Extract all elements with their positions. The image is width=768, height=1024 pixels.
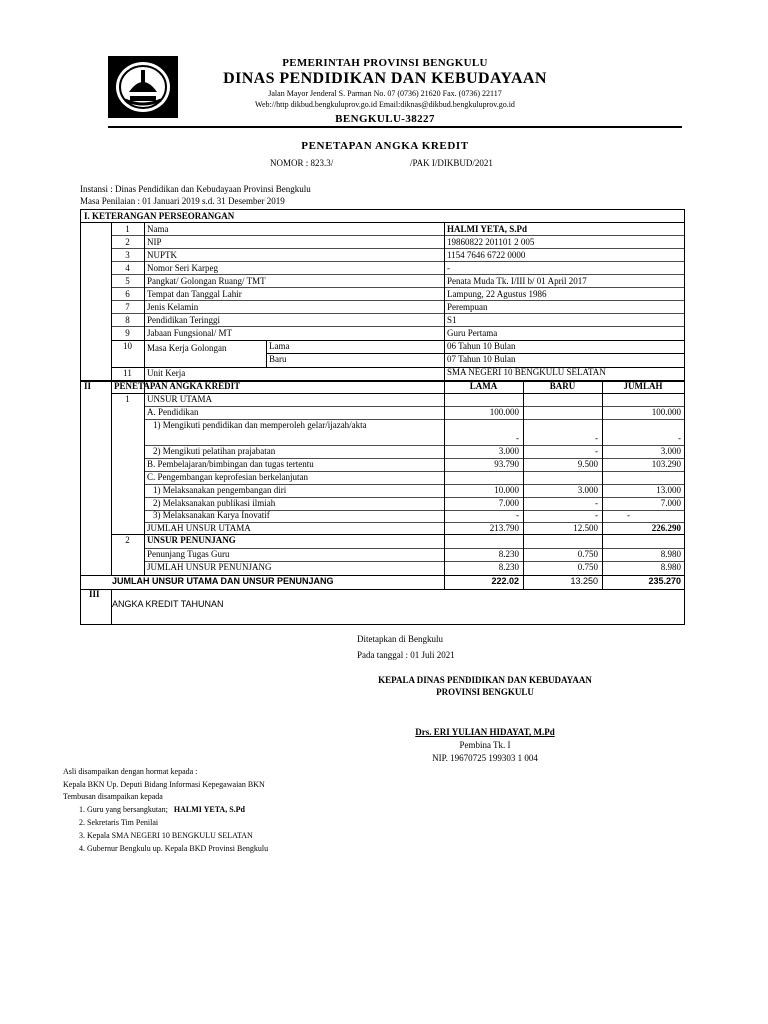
jumlah-utama-lama: 213.790 [489, 523, 519, 533]
row-no: 1 [125, 224, 130, 234]
penunjang-tugas-jumlah: 8.980 [660, 549, 681, 559]
header-divider [108, 126, 682, 128]
row-no: 7 [125, 302, 130, 312]
pendidikan-label: A. Pendidikan [147, 407, 199, 417]
total-lama: 222.02 [491, 576, 519, 586]
row-label: Unit Kerja [147, 368, 186, 378]
signer-name: Drs. ERI YULIAN HIDAYAT, M.Pd [415, 727, 555, 737]
a1-lama: - [516, 433, 519, 443]
total-baru: 13.250 [570, 576, 598, 586]
penunjang-tugas-baru: 0.750 [577, 549, 598, 559]
signer-rank: Pembina Tk. I [459, 740, 511, 750]
row-value: Perempuan [447, 302, 488, 312]
row-value: S1 [447, 315, 457, 325]
footer-line-1: Asli disampaikan dengan hormat kepada : [63, 767, 198, 776]
tanggal: Pada tanggal : 01 Juli 2021 [357, 650, 455, 660]
a2-jumlah: 3.000 [660, 446, 681, 456]
row-label: Nomor Seri Karpeg [147, 263, 218, 273]
masa-kerja-baru-label: Baru [269, 354, 287, 364]
footer-item-2: 2. Sekretaris Tim Penilai [79, 818, 159, 827]
masa-penilaian: Masa Penilaian : 01 Januari 2019 s.d. 31 Desember 2019 [80, 196, 285, 206]
header-web: Web://http dikbud.bengkuluprov.go.id Email:diknas@dikbud.bengkuluprov.go.id [255, 100, 515, 109]
row-label: NUPTK [147, 250, 178, 260]
jumlah-penunjang-jumlah: 8.980 [660, 562, 681, 572]
jumlah-penunjang-label: JUMLAH UNSUR PENUNJANG [147, 562, 272, 572]
b-jumlah: 103.290 [651, 459, 681, 469]
footer-line-2: Kepala BKN Up. Deputi Bidang Informasi Kepegawaian BKN [63, 780, 265, 789]
c1-baru: 3.000 [577, 485, 598, 495]
penunjang-tugas-label: Penunjang Tugas Guru [147, 549, 230, 559]
header-agency: DINAS PENDIDIKAN DAN KEBUDAYAAN [223, 70, 547, 87]
jumlah-utama-jumlah: 226.290 [651, 523, 681, 533]
c2-jumlah: 7.000 [660, 498, 681, 508]
row-label: Masa Kerja Golongan [147, 343, 227, 353]
masa-kerja-baru-value: 07 Tahun 10 Bulan [447, 354, 516, 364]
header-address: Jalan Mayor Jenderal S. Parman No. 07 (0736) 21620 Fax. (0736) 22117 [268, 89, 502, 98]
header-government: PEMERINTAH PROVINSI BENGKULU [282, 57, 488, 69]
column-baru: BARU [549, 381, 576, 391]
footer-item-1-name: HALMI YETA, S.Pd [173, 805, 245, 814]
row-value: 19860822 201101 2 005 [447, 237, 535, 247]
jumlah-penunjang-lama: 8.230 [498, 562, 519, 572]
row-no: 8 [125, 315, 130, 325]
c-label: C. Pengembangan keprofesian berkelanjutan [147, 472, 308, 482]
footer-item-1-prefix: 1. Guru yang bersangkutan; [79, 805, 168, 814]
signer-nip: NIP. 19670725 199303 1 004 [432, 753, 538, 763]
credit-table [80, 209, 685, 625]
jumlah-utama-baru: 12.500 [573, 523, 598, 533]
b-label: B. Pembelajaran/bimbingan dan tugas tertentu [147, 459, 314, 469]
row-value: Guru Pertama [447, 328, 498, 338]
c2-label: 2) Melaksanakan publikasi ilmiah [153, 498, 276, 508]
masa-kerja-lama-value: 06 Tahun 10 Bulan [447, 341, 516, 351]
section-3-roman: III [89, 589, 100, 599]
pendidikan-lama: 100.000 [489, 407, 519, 417]
a1-baru: - [595, 433, 598, 443]
row-label: Nama [147, 224, 169, 234]
section-2-roman: II [84, 381, 92, 391]
footer-item-4: 4. Gubernur Bengkulu up. Kepala BKD Provinsi Bengkulu [79, 844, 269, 853]
c1-label: 1) Melaksanakan pengembangan diri [153, 485, 287, 495]
row-no: 4 [125, 263, 130, 273]
footer-line-3: Tembusan disampaikan kepada [63, 792, 163, 801]
row-no: 2 [125, 535, 130, 545]
section-2-title: PENETAPAN ANGKA KREDIT [114, 381, 241, 391]
row-label: Pendidikan Teringgi [147, 315, 220, 325]
row-no: 10 [123, 341, 132, 351]
government-seal-logo [108, 56, 178, 118]
angka-kredit-tahunan: ANGKA KREDIT TAHUNAN [112, 599, 224, 609]
masa-kerja-lama-label: Lama [269, 341, 290, 351]
column-jumlah: JUMLAH [623, 381, 663, 391]
c1-lama: 10.000 [494, 485, 519, 495]
row-value: Penata Muda Tk. I/III b/ 01 April 2017 [447, 276, 587, 286]
row-no: 11 [123, 368, 132, 378]
unsur-utama-label: UNSUR UTAMA [147, 394, 213, 404]
jumlah-utama-label: JUMLAH UNSUR UTAMA [147, 523, 251, 533]
c2-lama: 7.000 [498, 498, 519, 508]
row-value: 1154 7646 6722 0000 [447, 250, 526, 260]
row-no: 3 [125, 250, 130, 260]
row-no: 2 [125, 237, 130, 247]
row-value: HALMI YETA, S.Pd [447, 224, 528, 234]
row-label: NIP [147, 237, 162, 247]
column-lama: LAMA [469, 381, 498, 391]
c3-lama: - [516, 510, 519, 520]
row-value: Lampung, 22 Agustus 1986 [447, 289, 547, 299]
document-number: NOMOR : 823.3/ [270, 158, 334, 168]
c3-baru: - [595, 510, 598, 520]
row-value: SMA NEGERI 10 BENGKULU SELATAN [447, 367, 606, 377]
c3-jumlah: - [627, 510, 630, 520]
document-title: PENETAPAN ANGKA KREDIT [301, 140, 469, 152]
header-city: BENGKULU-38227 [335, 113, 435, 125]
document-number-suffix: /PAK I/DIKBUD/2021 [410, 158, 493, 168]
b-baru: 9.500 [577, 459, 598, 469]
signer-position-2: PROVINSI BENGKULU [436, 687, 534, 697]
c1-jumlah: 13.000 [656, 485, 681, 495]
row-label: Tempat dan Tanggal Lahir [147, 289, 242, 299]
row-no: 5 [125, 276, 130, 286]
b-lama: 93.790 [494, 459, 519, 469]
unsur-penunjang-label: UNSUR PENUNJANG [147, 535, 236, 545]
total-label: JUMLAH UNSUR UTAMA DAN UNSUR PENUNJANG [112, 576, 334, 586]
row-label: Jabaan Fungsional/ MT [147, 328, 232, 338]
penunjang-tugas-lama: 8.230 [498, 549, 519, 559]
row-no: 6 [125, 289, 130, 299]
instansi: Instansi : Dinas Pendidikan dan Kebudayaan Provinsi Bengkulu [80, 184, 311, 194]
a1-jumlah: - [678, 433, 681, 443]
pendidikan-jumlah: 100.000 [651, 407, 681, 417]
total-jumlah: 235.270 [648, 576, 681, 586]
row-label: Pangkat/ Golongan Ruang/ TMT [147, 276, 266, 286]
footer-item-3: 3. Kepala SMA NEGERI 10 BENGKULU SELATAN [79, 831, 253, 840]
row-label: Jenis Kelamin [147, 302, 199, 312]
section-1-title: I. KETERANGAN PERSEORANGAN [84, 211, 235, 221]
c3-label: 3) Melaksanakan Karya Inovatif [153, 510, 270, 520]
row-value: - [447, 263, 450, 273]
footer-item-1 [79, 805, 245, 814]
a2-lama: 3.000 [498, 446, 519, 456]
a2-label: 2) Mengikuti pelatihan prajabatan [153, 446, 276, 456]
c2-baru: - [595, 498, 598, 508]
a1-label: 1) Mengikuti pendidikan dan memperoleh gelar/ijazah/akta [153, 420, 367, 430]
row-no: 1 [125, 394, 130, 404]
jumlah-penunjang-baru: 0.750 [577, 562, 598, 572]
ditetapkan: Ditetapkan di Bengkulu [357, 634, 443, 644]
row-no: 9 [125, 328, 130, 338]
a2-baru: - [595, 446, 598, 456]
signer-position-1: KEPALA DINAS PENDIDIKAN DAN KEBUDAYAAN [378, 675, 592, 685]
